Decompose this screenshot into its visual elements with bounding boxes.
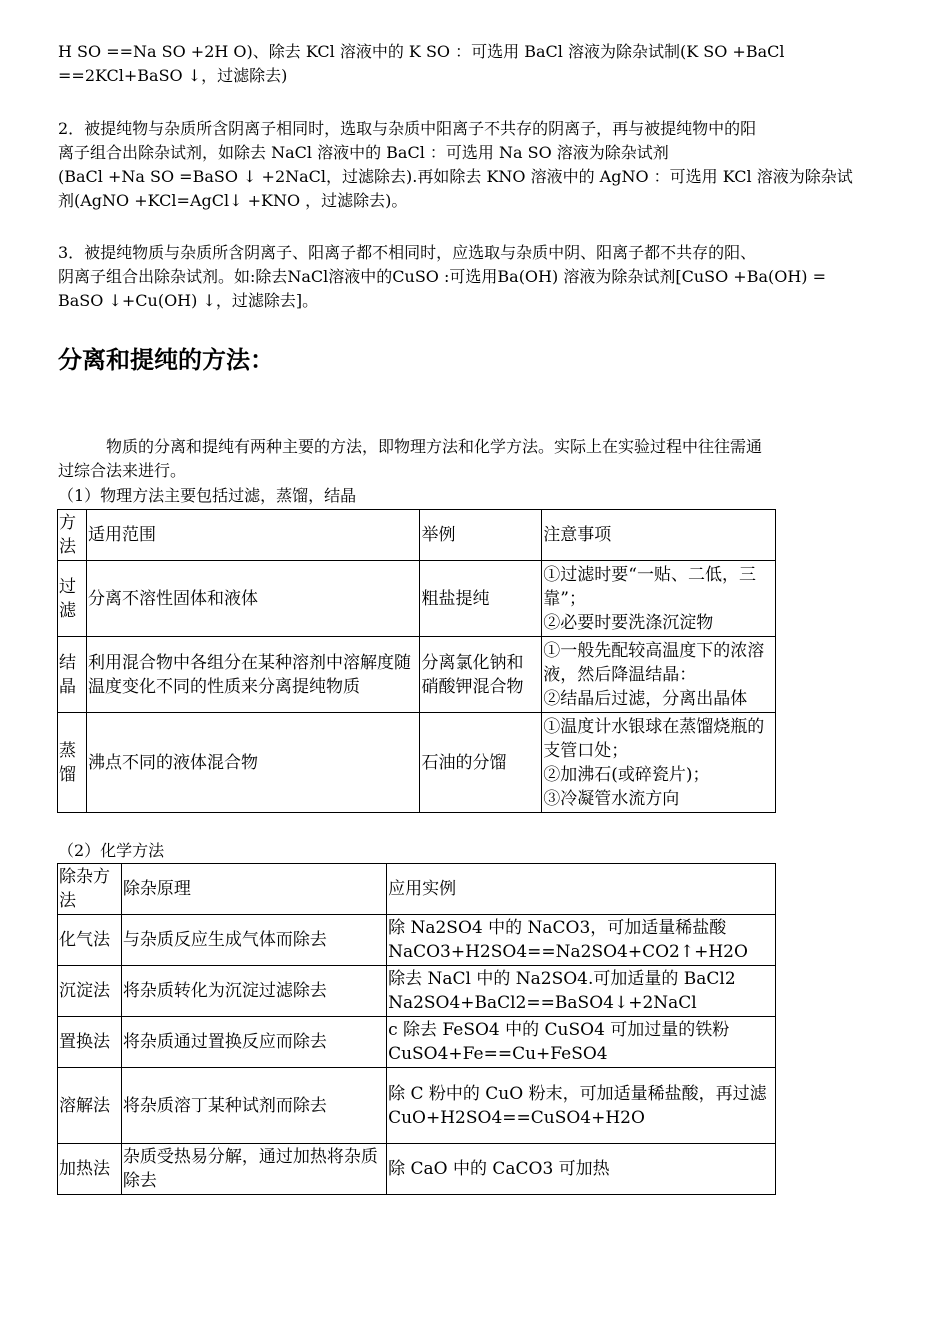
example-line: CuO+H2SO4==CuSO4+H2O <box>388 1107 645 1128</box>
notes-cell <box>542 637 776 713</box>
chemical-methods-table <box>57 863 776 1195</box>
notes-cell <box>542 561 776 637</box>
example-cell <box>387 1017 776 1068</box>
method-cell: 结晶 <box>58 637 87 713</box>
table-row <box>58 713 776 813</box>
note-line: ②加沸石(或碎瓷片)； <box>543 764 710 785</box>
physical-methods-table <box>57 509 776 813</box>
example-line: CuSO4+Fe==Cu+FeSO4 <box>388 1044 608 1064</box>
example-cell <box>387 1144 776 1195</box>
example-cell: 石油的分馏 <box>420 713 542 813</box>
section-heading: 分离和提纯的方法： <box>58 346 274 374</box>
header-cell: 举例 <box>420 510 542 561</box>
table-row <box>58 966 776 1017</box>
method-cell: 溶解法 <box>58 1068 122 1144</box>
table-row <box>58 915 776 966</box>
example-line: Na2SO4+BaCl2==BaSO4↓+2NaCl <box>388 993 697 1013</box>
example-cell <box>387 1068 776 1144</box>
table-row <box>58 637 776 713</box>
table-row <box>58 561 776 637</box>
example-cell: 分离氯化钠和硝酸钾混合物 <box>420 637 542 713</box>
note-line: ①过滤时要“一贴、二低，三靠”； <box>543 564 756 609</box>
note-line: ②结晶后过滤，分离出晶体 <box>543 688 748 709</box>
point-2-paragraph <box>58 117 896 213</box>
point-3-paragraph <box>58 241 896 313</box>
method-cell: 加热法 <box>58 1144 122 1195</box>
example-cell <box>387 915 776 966</box>
text-line: 阴离子组合出除杂试剂。如:除去NaCl溶液中的CuSO :可选用Ba(OH) 溶液为除杂试剂[CuSO +Ba(OH) = <box>58 267 827 286</box>
header-cell: 应用实例 <box>387 864 776 915</box>
method-cell: 沉淀法 <box>58 966 122 1017</box>
physical-methods-caption: （1）物理方法主要包括过滤，蒸馏，结晶 <box>58 486 357 505</box>
scope-cell: 利用混合物中各组分在某种溶剂中溶解度随温度变化不同的性质来分离提纯物质 <box>86 637 419 713</box>
scope-cell: 沸点不同的液体混合物 <box>86 713 419 813</box>
methods-intro <box>58 435 896 483</box>
text-line: 过综合法来进行。 <box>58 461 187 480</box>
table-header-row <box>58 510 776 561</box>
principle-cell: 与杂质反应生成气体而除去 <box>121 915 386 966</box>
text-line: 剂(AgNO +KCl=AgCl↓ +KNO ，过滤除去)。 <box>58 191 408 210</box>
text-line: 物质的分离和提纯有两种主要的方法，即物理方法和化学方法。实际上在实验过程中往往需通 <box>106 437 763 456</box>
table-row <box>58 1144 776 1195</box>
header-cell: 除杂原理 <box>121 864 386 915</box>
note-line: ③冷凝管水流方向 <box>543 788 680 809</box>
method-cell: 化气法 <box>58 915 122 966</box>
principle-cell: 将杂质转化为沉淀过滤除去 <box>121 966 386 1017</box>
example-line: 除 Na2SO4 中的 NaCO3，可加适量稀盐酸 <box>388 918 727 938</box>
header-cell: 适用范围 <box>86 510 419 561</box>
example-line: 除 CaO 中的 CaCO3 可加热 <box>388 1159 610 1179</box>
method-cell: 蒸馏 <box>58 713 87 813</box>
table-row <box>58 1068 776 1144</box>
example-line: NaCO3+H2SO4==Na2SO4+CO2↑+H2O <box>388 942 748 962</box>
example-line: 除去 NaCl 中的 Na2SO4.可加适量的 BaCl2 <box>388 969 736 989</box>
principle-cell: 将杂质溶丁某种试剂而除去 <box>121 1068 386 1144</box>
text-line: 3．被提纯物质与杂质所含阴离子、阳离子都不相同时，应选取与杂质中阴、阳离子都不共存的阳、 <box>58 243 757 262</box>
header-cell: 注意事项 <box>542 510 776 561</box>
notes-cell <box>542 713 776 813</box>
text-line: H SO ==Na SO +2H O)、除去 KCl 溶液中的 K SO ：可选用 BaCl 溶液为除杂试制(K SO +BaCl <box>58 42 785 61</box>
note-line: ①温度计水银球在蒸馏烧瓶的支管口处； <box>543 716 765 761</box>
method-cell: 置换法 <box>58 1017 122 1068</box>
table-header-row <box>58 864 776 915</box>
header-cell: 除杂方法 <box>58 864 122 915</box>
header-cell: 方法 <box>58 510 87 561</box>
chemical-methods-caption: （2）化学方法 <box>58 841 165 860</box>
text-line: ==2KCl+BaSO ↓，过滤除去) <box>58 66 288 85</box>
table-row <box>58 1017 776 1068</box>
principle-cell: 杂质受热易分解，通过加热将杂质除去 <box>121 1144 386 1195</box>
text-line: 2．被提纯物与杂质所含阴离子相同时，选取与杂质中阳离子不共存的阴离子，再与被提纯物中的阳 <box>58 119 757 138</box>
note-line: ②必要时要洗涤沉淀物 <box>543 612 714 633</box>
method-cell: 过滤 <box>58 561 87 637</box>
text-line: 离子组合出除杂试剂，如除去 NaCl 溶液中的 BaCl ：可选用 Na SO 溶液为除杂试剂 <box>58 143 669 162</box>
note-line: ①一般先配较高温度下的浓溶液，然后降温结晶： <box>543 640 765 685</box>
text-line: BaSO ↓+Cu(OH) ↓，过滤除去]。 <box>58 291 319 310</box>
scope-cell: 分离不溶性固体和液体 <box>86 561 419 637</box>
example-cell <box>387 966 776 1017</box>
text-line: (BaCl +Na SO =BaSO ↓ +2NaCl，过滤除去).再如除去 KNO 溶液中的 AgNO ：可选用 KCl 溶液为除杂试 <box>58 167 853 186</box>
example-line: 除 C 粉中的 CuO 粉末，可加适量稀盐酸，再过滤 <box>388 1083 767 1104</box>
example-cell: 粗盐提纯 <box>420 561 542 637</box>
example-line: c 除去 FeSO4 中的 CuSO4 可加过量的铁粉 <box>388 1020 730 1040</box>
intro-continuation <box>58 40 896 88</box>
principle-cell: 将杂质通过置换反应而除去 <box>121 1017 386 1068</box>
